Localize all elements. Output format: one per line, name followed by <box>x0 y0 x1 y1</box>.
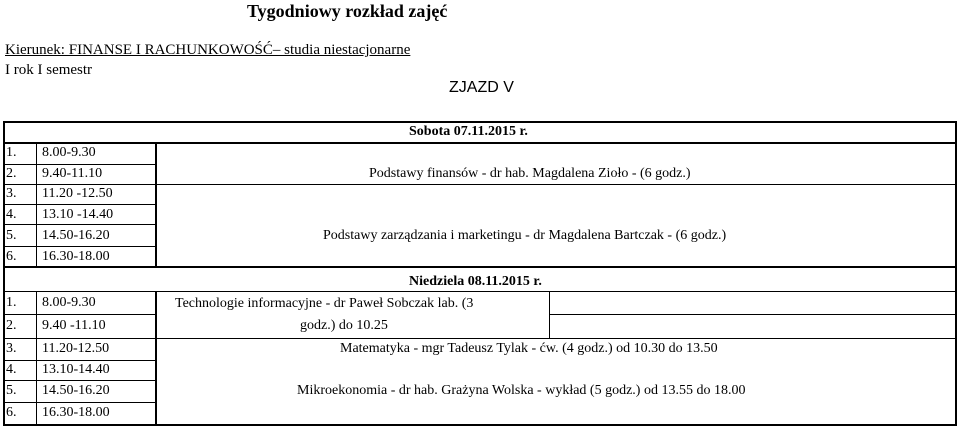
slot-time: 8.00-9.30 <box>42 145 96 160</box>
row-line <box>3 314 156 315</box>
slot-number: 1. <box>6 145 17 160</box>
col-sep <box>36 292 37 426</box>
slot-time: 9.40-11.10 <box>42 166 103 181</box>
slot-time: 14.50-16.20 <box>42 383 110 398</box>
slot-number: 5. <box>6 383 17 398</box>
slot-number: 6. <box>6 405 17 420</box>
course-entry: Podstawy finansów - dr hab. Magdalena Zioło - (6 godz.) <box>369 166 691 181</box>
slot-number: 2. <box>6 318 17 333</box>
col-sep-inner <box>549 292 550 338</box>
col-sep <box>155 143 157 267</box>
course-entry-continued: godz.) do 10.25 <box>300 318 388 333</box>
slot-time: 14.50-16.20 <box>42 228 110 243</box>
row-line <box>3 291 957 292</box>
slot-number: 2. <box>6 166 17 181</box>
row-line <box>3 142 957 144</box>
row-line <box>3 266 957 268</box>
slot-time: 13.10 -14.40 <box>42 207 114 222</box>
col-sep <box>36 143 37 267</box>
course-entry: Technologie informacyjne - dr Paweł Sobczak lab. (3 <box>175 296 474 311</box>
row-line <box>3 184 956 185</box>
slot-time: 8.00-9.30 <box>42 295 96 310</box>
row-line <box>3 402 156 403</box>
saturday-label: Sobota 07.11.2015 r. <box>409 124 528 139</box>
page-title: Tygodniowy rozkład zajęć <box>247 1 448 21</box>
slot-number: 3. <box>6 341 17 356</box>
slot-time: 11.20-12.50 <box>42 341 110 356</box>
row-line <box>3 224 156 225</box>
slot-number: 4. <box>6 362 17 377</box>
sunday-label: Niedziela 08.11.2015 r. <box>409 274 542 289</box>
slot-number: 1. <box>6 295 17 310</box>
course-entry: Podstawy zarządzania i marketingu - dr Magdalena Bartczak - (6 godz.) <box>323 228 727 243</box>
row-line <box>3 380 156 381</box>
course-entry: Matematyka - mgr Tadeusz Tylak - ćw. (4 godz.) od 10.30 do 13.50 <box>340 341 718 356</box>
slot-time: 11.20 -12.50 <box>42 186 113 201</box>
slot-number: 4. <box>6 207 17 222</box>
course-entry: Mikroekonomia - dr hab. Grażyna Wolska - wykład (5 godz.) od 13.55 do 18.00 <box>297 383 746 398</box>
row-line <box>3 204 156 205</box>
slot-time: 16.30-18.00 <box>42 249 110 264</box>
col-sep <box>155 292 157 426</box>
session-label: ZJAZD V <box>449 79 514 96</box>
row-line <box>3 338 956 339</box>
slot-time: 13.10-14.40 <box>42 362 110 377</box>
slot-number: 5. <box>6 228 17 243</box>
row-line <box>3 246 156 247</box>
slot-time: 16.30-18.00 <box>42 405 110 420</box>
slot-number: 3. <box>6 186 17 201</box>
slot-number: 6. <box>6 249 17 264</box>
table-border-right <box>955 121 957 426</box>
field-of-study: Kierunek: FINANSE I RACHUNKOWOŚĆ– studia niestacjonarne <box>5 42 411 58</box>
year-semester: I rok I semestr <box>5 62 93 78</box>
row-line <box>549 314 956 315</box>
slot-time: 9.40 -11.10 <box>42 318 106 333</box>
